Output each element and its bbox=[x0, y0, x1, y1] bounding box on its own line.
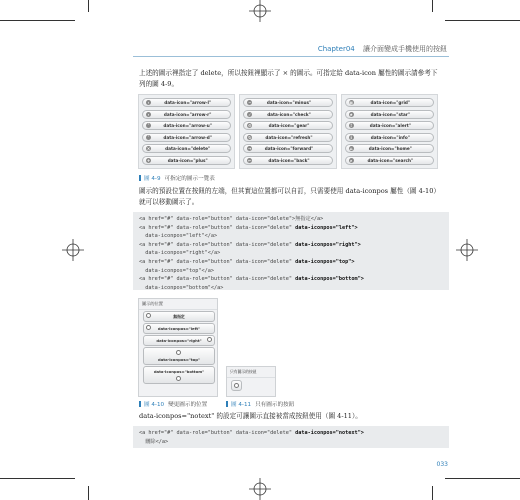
home-icon: ⌂ bbox=[349, 146, 353, 152]
icon-sample-button[interactable] bbox=[142, 121, 231, 130]
icon-sample-button[interactable] bbox=[142, 98, 231, 107]
running-header bbox=[318, 44, 447, 54]
header-divider bbox=[133, 56, 449, 57]
figure-caption-text: 只有圖示的按鈕 bbox=[255, 402, 295, 408]
figure-caption bbox=[139, 400, 207, 408]
code-text: data-iconpos="left"</a> bbox=[139, 233, 218, 240]
icon-sample-label: data-icon="plus" bbox=[167, 157, 208, 163]
icon-sample-label: data-icon="arrow-u" bbox=[163, 123, 212, 129]
arrow-up-icon: ˄ bbox=[147, 123, 150, 129]
code-text: <a href="#" data-role="button" data-icon="delete" bbox=[139, 430, 296, 436]
figure-number: 圖 4-11 bbox=[231, 402, 252, 408]
notext-demo-screenshot bbox=[226, 366, 276, 397]
code-text: <a href="#" data-role="button" data-icon="delete" bbox=[139, 224, 296, 231]
alert-icon: ! bbox=[350, 123, 353, 129]
code-line bbox=[139, 438, 443, 447]
code-line bbox=[139, 284, 443, 293]
registration-mark-icon bbox=[249, 0, 271, 22]
icon-sample-button[interactable] bbox=[243, 98, 332, 107]
search-icon: ⌕ bbox=[350, 157, 353, 163]
icon-only-button[interactable] bbox=[231, 380, 242, 391]
code-highlight: data-iconpos="bottom"> bbox=[295, 276, 364, 283]
arrow-down-icon: ˅ bbox=[147, 134, 150, 140]
icon-sample-label: data-icon="home" bbox=[368, 146, 412, 152]
star-icon: ★ bbox=[349, 111, 353, 117]
caption-marker bbox=[139, 401, 141, 407]
delete-icon: × bbox=[146, 146, 151, 152]
icon-sample-button[interactable] bbox=[142, 144, 231, 153]
notext-paragraph: data-iconpos="notext" 的設定可讓圖示直接被當成按鈕使用（圖 4-11）。 bbox=[139, 412, 362, 420]
code-highlight: data-iconpos="notext"> bbox=[295, 430, 364, 436]
crop-mark bbox=[445, 478, 520, 479]
demo-button-label: data-iconpos="top" bbox=[158, 357, 200, 362]
icon-sample-button[interactable] bbox=[142, 110, 231, 119]
icon-sample-button[interactable] bbox=[345, 110, 434, 119]
demo-button-default[interactable] bbox=[143, 311, 215, 322]
demo-button-label: data-iconpos="right" bbox=[156, 338, 202, 343]
icon-sample-label: data-icon="refresh" bbox=[265, 134, 313, 140]
forward-icon: → bbox=[248, 146, 252, 152]
icon-sample-label: data-icon="delete" bbox=[165, 146, 211, 152]
icon-sample-button[interactable] bbox=[243, 133, 332, 142]
icon-sample-button[interactable] bbox=[243, 110, 332, 119]
delete-icon bbox=[176, 376, 181, 381]
icon-grid-column bbox=[239, 94, 336, 169]
figure-number: 圖 4-9 bbox=[144, 176, 161, 182]
code-line bbox=[139, 241, 443, 250]
page-number: 033 bbox=[436, 461, 448, 468]
chapter-label: Chapter04 bbox=[317, 45, 355, 53]
crop-mark bbox=[88, 486, 89, 500]
caption-marker bbox=[226, 401, 228, 407]
code-highlight: data-iconpos="left"> bbox=[295, 224, 358, 231]
icon-sample-label: data-icon="minus" bbox=[266, 100, 312, 106]
arrow-left-icon: ‹ bbox=[147, 100, 150, 106]
check-icon: ✓ bbox=[248, 111, 252, 117]
code-text: <a href="#" data-role="button" data-icon="delete" bbox=[139, 258, 296, 265]
caption-marker bbox=[139, 175, 141, 181]
icon-sample-label: data-icon="alert" bbox=[369, 123, 411, 129]
code-line bbox=[139, 224, 443, 233]
code-line bbox=[139, 429, 443, 438]
icon-sample-label: data-icon="grid" bbox=[370, 100, 411, 106]
icon-sample-label: data-icon="search" bbox=[367, 157, 414, 163]
back-icon: ← bbox=[248, 157, 252, 163]
crop-mark bbox=[432, 486, 433, 500]
icon-sample-label: data-icon="arrow-r" bbox=[163, 111, 212, 117]
icon-sample-label: data-icon="forward" bbox=[264, 146, 314, 152]
demo-button-left[interactable] bbox=[143, 323, 215, 334]
icon-sample-label: data-icon="info" bbox=[370, 134, 410, 140]
gear-icon: ⚙ bbox=[248, 123, 252, 129]
icon-sample-button[interactable] bbox=[345, 98, 434, 107]
code-text: <a href="#" data-role="button" data-icon="delete">無指定</a> bbox=[139, 216, 324, 222]
minus-icon: − bbox=[248, 100, 252, 106]
registration-mark-icon bbox=[456, 239, 478, 261]
icon-sample-button[interactable] bbox=[345, 133, 434, 142]
code-line bbox=[139, 249, 443, 258]
icon-sample-label: data-icon="check" bbox=[267, 111, 311, 117]
icon-sample-label: data-icon="arrow-l" bbox=[164, 100, 212, 106]
crop-mark bbox=[0, 478, 75, 479]
crop-mark bbox=[445, 20, 520, 21]
demo-button-right[interactable] bbox=[143, 335, 215, 346]
code-line bbox=[139, 267, 443, 276]
icon-sample-button[interactable] bbox=[243, 156, 332, 165]
registration-mark-icon bbox=[62, 239, 84, 261]
plus-icon: + bbox=[146, 157, 151, 163]
code-text: data-iconpos="right"</a> bbox=[139, 250, 221, 257]
code-text: data-iconpos="bottom"</a> bbox=[139, 284, 224, 291]
icon-sample-label: data-icon="star" bbox=[370, 111, 411, 117]
figure-caption bbox=[226, 400, 294, 408]
delete-icon bbox=[176, 350, 181, 355]
code-line bbox=[139, 232, 443, 241]
intro-paragraph: 上述的圖示裡指定了 delete，所以按鈕裡顯示了 × 的圖示。可指定給 data-icon 屬性的圖示請參考下列的圖 4-9。 bbox=[139, 69, 438, 88]
icon-grid-column bbox=[138, 94, 235, 169]
demo-button-label: data-iconpos="left" bbox=[157, 326, 201, 331]
demo-button-top[interactable] bbox=[143, 347, 215, 365]
crop-mark bbox=[0, 20, 75, 21]
delete-icon bbox=[234, 383, 239, 388]
iconpos-paragraph: 圖示的預設位置在按鈕的左端，但其實這位置都可以自訂，只需要使用 data-iconpos 屬性（圖 4-10）就可以移動圖示了。 bbox=[139, 187, 437, 206]
registration-mark-icon bbox=[249, 478, 271, 500]
demo-button-label: data-iconpos="bottom" bbox=[153, 369, 205, 374]
code-line bbox=[139, 275, 443, 284]
code-text: data-iconpos="top"</a> bbox=[139, 267, 214, 274]
figure-caption-text: 變更圖示的位置 bbox=[168, 402, 208, 408]
icon-sample-label: data-icon="back" bbox=[268, 157, 310, 163]
iconpos-demo-screenshot bbox=[138, 298, 218, 397]
demo-button-label: 無指定 bbox=[173, 314, 185, 319]
icon-sample-button[interactable] bbox=[142, 133, 231, 142]
code-line bbox=[139, 215, 443, 224]
code-highlight: data-iconpos="top"> bbox=[295, 258, 355, 265]
demo-button-bottom[interactable] bbox=[143, 366, 215, 384]
figure-caption-text: 可指定的圖示一覽表 bbox=[164, 176, 215, 182]
icon-sample-button[interactable] bbox=[243, 144, 332, 153]
refresh-icon: ↻ bbox=[248, 134, 252, 140]
demo-title: 圖示的位置 bbox=[139, 299, 217, 310]
crop-mark bbox=[432, 0, 433, 12]
arrow-right-icon: › bbox=[147, 111, 150, 117]
icon-sample-button[interactable] bbox=[243, 121, 332, 130]
icon-sample-button[interactable] bbox=[142, 156, 231, 165]
grid-icon: ▦ bbox=[349, 100, 354, 106]
icon-grid-column bbox=[341, 94, 438, 169]
code-text: <a href="#" data-role="button" data-icon="delete" bbox=[139, 276, 296, 283]
icon-sample-label: data-icon="arrow-d" bbox=[163, 134, 212, 140]
code-text: <a href="#" data-role="button" data-icon="delete" bbox=[139, 241, 296, 248]
code-block bbox=[133, 212, 449, 290]
code-block bbox=[133, 426, 449, 448]
figure-caption bbox=[139, 174, 215, 182]
icon-grid-figure bbox=[138, 94, 438, 169]
crop-mark bbox=[88, 0, 89, 12]
icon-sample-button[interactable] bbox=[345, 121, 434, 130]
info-icon: i bbox=[350, 134, 352, 140]
chapter-title: 讓介面變成手機使用的按鈕 bbox=[363, 45, 447, 53]
code-highlight: data-iconpos="right"> bbox=[295, 241, 361, 248]
code-line bbox=[139, 258, 443, 267]
icon-sample-button[interactable] bbox=[345, 156, 434, 165]
icon-sample-button[interactable] bbox=[345, 144, 434, 153]
demo-title: 只有圖示的按鈕 bbox=[227, 367, 275, 378]
code-text: 刪除</a> bbox=[139, 438, 169, 445]
icon-sample-label: data-icon="gear" bbox=[268, 123, 310, 129]
figure-number: 圖 4-10 bbox=[144, 402, 165, 408]
